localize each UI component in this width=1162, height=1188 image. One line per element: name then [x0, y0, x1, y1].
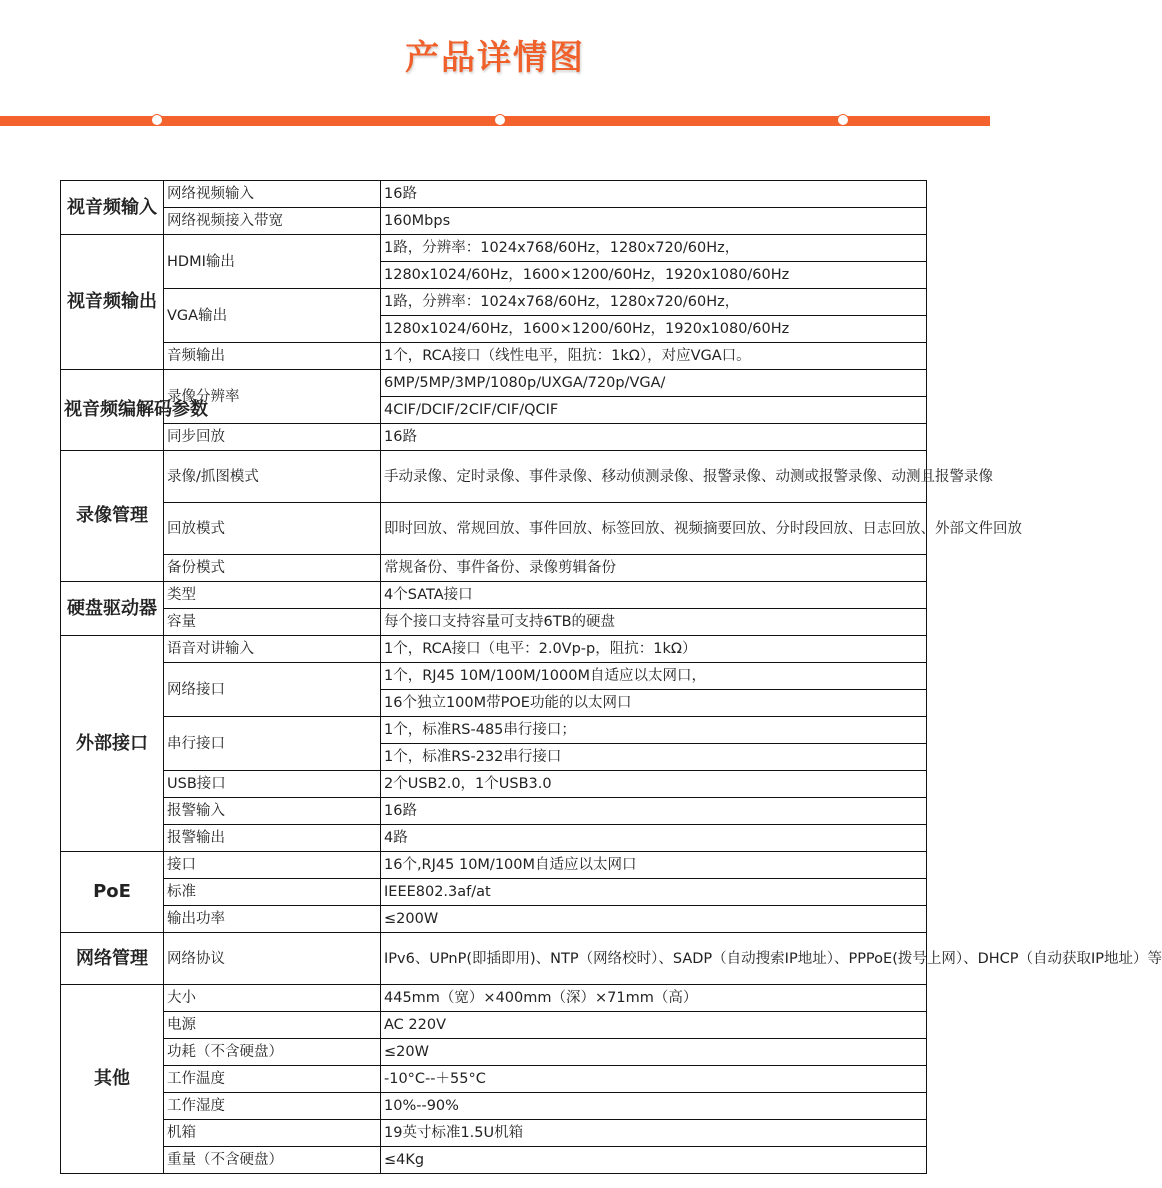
param-value: 445mm（宽）×400mm（深）×71mm（高） [381, 985, 927, 1012]
param-value: 1个，RJ45 10M/100M/1000M自适应以太网口， [381, 663, 927, 690]
table-row [61, 852, 927, 879]
param-name: 重量（不含硬盘） [164, 1147, 381, 1174]
category-cell: PoE [61, 852, 164, 933]
param-name: 录像分辨率 [164, 370, 381, 424]
param-name: 标准 [164, 879, 381, 906]
table-row [61, 289, 927, 316]
table-row [61, 235, 927, 262]
param-value: 6MP/5MP/3MP/1080p/UXGA/720p/VGA/ [381, 370, 927, 397]
table-row [61, 933, 927, 985]
spec-table [60, 180, 1162, 1174]
param-value: 1个，RCA接口（线性电平，阻抗：1kΩ），对应VGA口。 [381, 343, 927, 370]
param-value: 2个USB2.0，1个USB3.0 [381, 771, 927, 798]
param-value: 16路 [381, 798, 927, 825]
table-row [61, 555, 927, 582]
param-value: 16路 [381, 424, 927, 451]
param-value: 手动录像、定时录像、事件录像、移动侦测录像、报警录像、动测或报警录像、动测且报警录像 [381, 451, 927, 503]
table-row [61, 343, 927, 370]
param-value: 1个，标准RS-485串行接口； [381, 717, 927, 744]
param-name: 接口 [164, 852, 381, 879]
table-row [61, 582, 927, 609]
param-value: 4路 [381, 825, 927, 852]
param-value: 4个SATA接口 [381, 582, 927, 609]
param-value: IPv6、UPnP(即插即用)、NTP（网络校时）、SADP（自动搜索IP地址）、PPPoE(拨号上网）、DHCP（自动获取IP地址）等 [381, 933, 927, 985]
table-row [61, 208, 927, 235]
param-value: ≤20W [381, 1039, 927, 1066]
table-row [61, 424, 927, 451]
param-value: 16路 [381, 181, 927, 208]
param-name: 语音对讲输入 [164, 636, 381, 663]
param-value: 1个，RCA接口（电平：2.0Vp-p，阻抗：1kΩ） [381, 636, 927, 663]
table-row [61, 985, 927, 1012]
param-name: 功耗（不含硬盘） [164, 1039, 381, 1066]
param-name: 工作湿度 [164, 1093, 381, 1120]
param-value: -10°C--＋55°C [381, 1066, 927, 1093]
param-value: 16个独立100M带POE功能的以太网口 [381, 690, 927, 717]
param-name: 报警输入 [164, 798, 381, 825]
table-row [61, 906, 927, 933]
param-value: 常规备份、事件备份、录像剪辑备份 [381, 555, 927, 582]
divider-dot [494, 114, 506, 126]
param-name: 电源 [164, 1012, 381, 1039]
category-cell: 视音频编解码参数 [61, 370, 164, 451]
param-name: 网络接口 [164, 663, 381, 717]
param-name: 报警输出 [164, 825, 381, 852]
param-value: 160Mbps [381, 208, 927, 235]
param-name: 网络协议 [164, 933, 381, 985]
category-cell: 硬盘驱动器 [61, 582, 164, 636]
param-name: 大小 [164, 985, 381, 1012]
category-cell: 其他 [61, 985, 164, 1174]
param-value: AC 220V [381, 1012, 927, 1039]
param-value: 1路，分辨率：1024x768/60Hz，1280x720/60Hz， [381, 289, 927, 316]
param-value: 4CIF/DCIF/2CIF/CIF/QCIF [381, 397, 927, 424]
param-name: 容量 [164, 609, 381, 636]
param-name: 录像/抓图模式 [164, 451, 381, 503]
param-value: 每个接口支持容量可支持6TB的硬盘 [381, 609, 927, 636]
param-name: VGA输出 [164, 289, 381, 343]
table-row [61, 1012, 927, 1039]
category-cell: 录像管理 [61, 451, 164, 582]
param-name: 回放模式 [164, 503, 381, 555]
param-name: 串行接口 [164, 717, 381, 771]
category-cell: 网络管理 [61, 933, 164, 985]
table-row [61, 663, 927, 690]
table-row [61, 1039, 927, 1066]
param-value: 即时回放、常规回放、事件回放、标签回放、视频摘要回放、分时段回放、日志回放、外部文件回放 [381, 503, 927, 555]
param-name: 网络视频接入带宽 [164, 208, 381, 235]
table-row [61, 879, 927, 906]
param-name: USB接口 [164, 771, 381, 798]
param-name: 机箱 [164, 1120, 381, 1147]
param-name: 音频输出 [164, 343, 381, 370]
param-value: 1路，分辨率：1024x768/60Hz，1280x720/60Hz， [381, 235, 927, 262]
page-title: 产品详情图 [405, 38, 585, 78]
table-row [61, 717, 927, 744]
table-row [61, 825, 927, 852]
table-row [61, 1093, 927, 1120]
table-row [61, 798, 927, 825]
param-value: 10%--90% [381, 1093, 927, 1120]
table-row [61, 1147, 927, 1174]
param-value: IEEE802.3af/at [381, 879, 927, 906]
category-cell: 视音频输出 [61, 235, 164, 370]
param-value: 16个,RJ45 10M/100M自适应以太网口 [381, 852, 927, 879]
param-value: ≤200W [381, 906, 927, 933]
table-row [61, 609, 927, 636]
param-name: 网络视频输入 [164, 181, 381, 208]
table-row [61, 1066, 927, 1093]
category-cell: 外部接口 [61, 636, 164, 852]
table-row [61, 181, 927, 208]
param-name: 备份模式 [164, 555, 381, 582]
table-row [61, 503, 927, 555]
divider-dot [837, 114, 849, 126]
param-value: 1个，标准RS-232串行接口 [381, 744, 927, 771]
param-value: 1280x1024/60Hz，1600×1200/60Hz，1920x1080/60Hz [381, 316, 927, 343]
param-name: 输出功率 [164, 906, 381, 933]
category-cell: 视音频输入 [61, 181, 164, 235]
param-name: HDMI输出 [164, 235, 381, 289]
param-name: 类型 [164, 582, 381, 609]
table-row [61, 451, 927, 503]
table-row [61, 636, 927, 663]
param-value: 1280x1024/60Hz，1600×1200/60Hz，1920x1080/60Hz [381, 262, 927, 289]
table-row [61, 771, 927, 798]
param-value: ≤4Kg [381, 1147, 927, 1174]
param-value: 19英寸标准1.5U机箱 [381, 1120, 927, 1147]
divider-dot [151, 114, 163, 126]
param-name: 同步回放 [164, 424, 381, 451]
table-row [61, 1120, 927, 1147]
table-row [61, 370, 927, 397]
param-name: 工作温度 [164, 1066, 381, 1093]
